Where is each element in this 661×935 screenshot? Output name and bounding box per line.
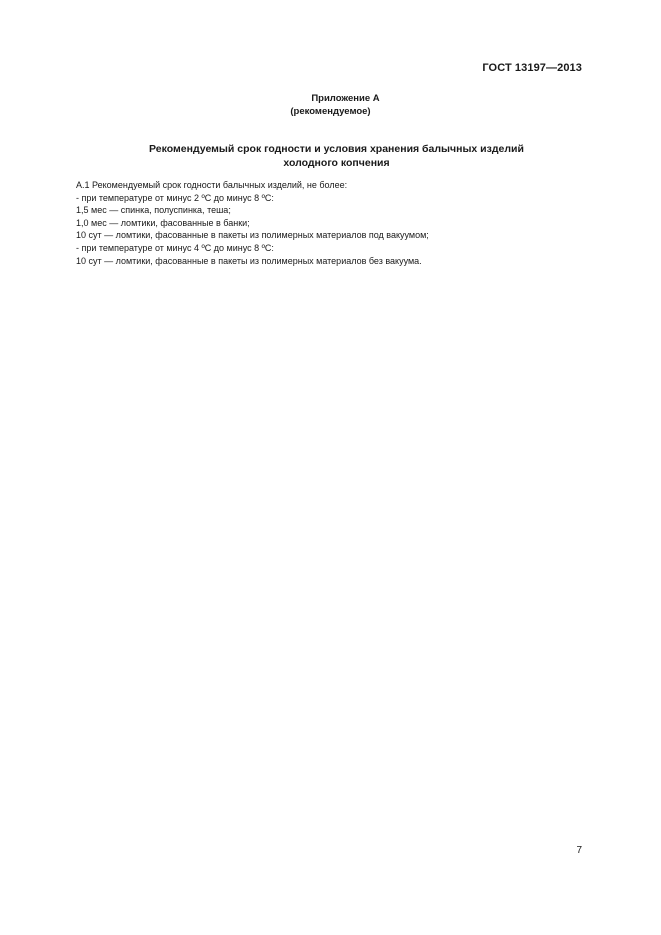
body-paragraph: - при температуре от минус 2 ºС до минус 8 ºС: — [76, 192, 274, 203]
page-number: 7 — [576, 845, 582, 856]
annex-title: Приложение А — [311, 93, 380, 104]
body-paragraph: 10 сут — ломтики, фасованные в пакеты из полимерных материалов без вакуума. — [76, 255, 422, 266]
section-heading-line: холодного копчения — [283, 157, 390, 169]
body-paragraph: 1,5 мес — спинка, полуспинка, теша; — [76, 205, 231, 216]
section-heading-line: Рекомендуемый срок годности и условия хранения балычных изделий — [149, 143, 524, 155]
standard-code: ГОСТ 13197—2013 — [482, 62, 582, 74]
body-paragraph: А.1 Рекомендуемый срок годности балычных изделий, не более: — [76, 180, 348, 190]
body-paragraph: 10 сут — ломтики, фасованные в пакеты из полимерных материалов под вакуумом; — [76, 230, 429, 241]
section-heading — [0, 142, 661, 170]
body-text — [76, 179, 586, 267]
body-paragraph: - при температуре от минус 4 ºС до минус 8 ºС: — [76, 242, 274, 253]
body-paragraph: 1,0 мес — ломтики, фасованные в банки; — [76, 217, 250, 228]
annex-status: (рекомендуемое) — [290, 106, 371, 117]
annex-header — [0, 92, 661, 118]
